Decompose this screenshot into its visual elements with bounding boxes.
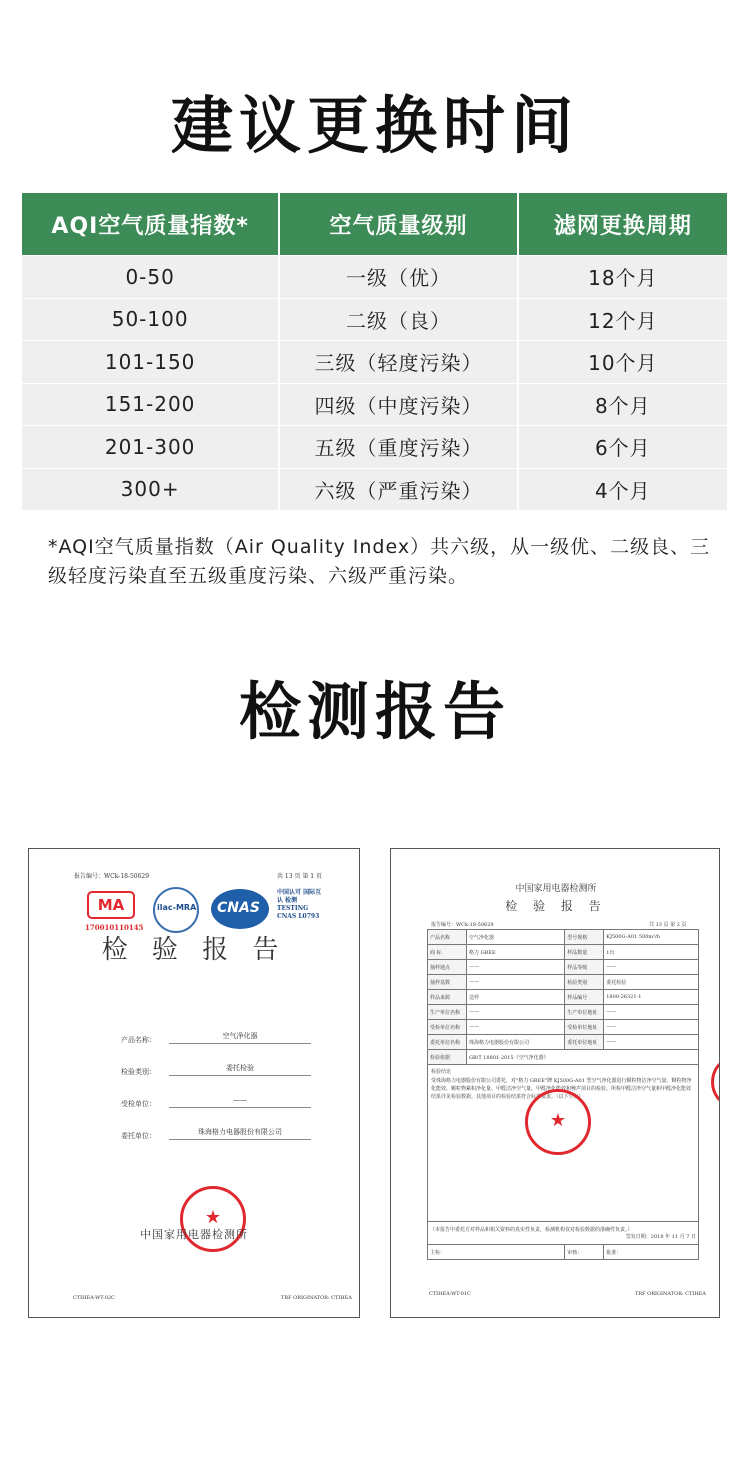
footer-right: TRF ORIGINATOR: CTIHEA: [635, 1291, 706, 1297]
field-label: 检验类别：: [121, 1068, 156, 1076]
report-title: 检 验 报 告: [505, 899, 607, 913]
table-row: [22, 255, 727, 298]
page-number: 共 13 页 第 1 页: [277, 873, 322, 880]
cnas-accreditation-text: 中国认可 国际互认 检测 TESTING CNAS L0793: [277, 889, 322, 920]
cell-period: 4个月: [519, 468, 727, 511]
cell-period: 12个月: [519, 298, 727, 341]
aqi-table: [20, 193, 729, 510]
footer-right: TRF ORIGINATOR: CTIHEA: [281, 1295, 352, 1301]
cell-aqi: 300+: [22, 468, 278, 511]
table-row: 委托单位名称 珠海格力电器股份有限公司 委托单位地址 ——: [428, 1035, 699, 1050]
cell-aqi: 201-300: [22, 425, 278, 468]
cell-period: 18个月: [519, 255, 727, 298]
table-row: [22, 468, 727, 511]
field-value: 珠海格力电器股份有限公司: [169, 1125, 311, 1140]
cell-period: 6个月: [519, 425, 727, 468]
page-number: 共 13 页 第 2 页: [649, 922, 687, 928]
table-row: [22, 383, 727, 426]
table-row: 样品来源 送样 样品编号 1800-26321-1: [428, 990, 699, 1005]
section-title-reports: 检测报告: [238, 675, 511, 748]
table-row: [22, 298, 727, 341]
cell-period: 10个月: [519, 340, 727, 383]
table-row: 生产单位名称 —— 生产单位地址 ——: [428, 1005, 699, 1020]
signature-main: 主检：: [428, 1245, 565, 1260]
official-seal: ★: [525, 1089, 591, 1155]
cma-number: 170010110145: [85, 923, 144, 932]
field-label: 受检单位：: [121, 1100, 156, 1108]
signature-approve: 批准：: [604, 1245, 699, 1260]
institution-name: 中国家用电器检测所: [140, 1228, 248, 1241]
cell-period: 8个月: [519, 383, 727, 426]
report-title: 检 验 报 告: [101, 935, 287, 965]
table-header-row: [22, 193, 727, 255]
table-row: [428, 1222, 699, 1245]
cnas-logo: CNAS: [211, 889, 269, 929]
ilac-mra-logo: ilac-MRA: [153, 887, 199, 933]
report-number: 报告编号：WCk-18-50629: [431, 922, 494, 928]
cell-level: 三级（轻度污染）: [280, 340, 516, 383]
table-row: 商 标 格力 GREE 样品数量 1台: [428, 945, 699, 960]
table-row: 产品名称 空气净化器 型号规格 KJ500G-A01 500m³/h: [428, 930, 699, 945]
report-number: 报告编号：WCk-18-50629: [74, 873, 150, 880]
section-title-replacement: 建议更换时间: [170, 89, 579, 162]
field-label: 产品名称：: [121, 1036, 156, 1044]
header-aqi: AQI空气质量指数*: [22, 193, 278, 255]
header-period: 滤网更换周期: [519, 193, 727, 255]
cell-aqi: 101-150: [22, 340, 278, 383]
table-row: 抽样基数 —— 检验类别 委托检验: [428, 975, 699, 990]
report-cover-image: [28, 848, 360, 1318]
field-value: ——: [169, 1093, 311, 1108]
signature-review: 审核：: [565, 1245, 604, 1260]
cell-level: 二级（良）: [280, 298, 516, 341]
table-row: [428, 1245, 699, 1260]
field-value: 委托检验: [169, 1061, 311, 1076]
field-label: 委托单位：: [121, 1132, 156, 1140]
field-value: 空气净化器: [169, 1029, 311, 1044]
cell-aqi: 151-200: [22, 383, 278, 426]
conclusion-label: 检验结论: [431, 1069, 452, 1075]
table-row: [22, 425, 727, 468]
cma-logo: MA: [87, 891, 135, 919]
cell-aqi: 0-50: [22, 255, 278, 298]
table-row: 检验依据 GB/T 18801-2015《空气净化器》: [428, 1050, 699, 1065]
cell-aqi: 50-100: [22, 298, 278, 341]
table-row: 抽样地点 —— 样品等级 ——: [428, 960, 699, 975]
cell-level: 六级（严重污染）: [280, 468, 516, 511]
institution-header: 中国家用电器检测所: [515, 884, 597, 894]
footer-left: CTIHEA-WT-02C: [73, 1295, 115, 1301]
conclusion-text: 受珠海格力电器股份有限公司委托，对"格力 GREE"牌 KJ500G-A01 型空气净化器进行颗粒物洁净空气量、颗粒物净化能效、颗粒物累积净化量、甲醛洁净空气量、甲醛净化能效和噪声项目的检验。所检甲醛洁净空气量和甲醛净化能效结果详见检验数据。其他项目的检验结果符合标准要求。（以下空白）: [431, 1078, 692, 1100]
edge-seal: [711, 1059, 720, 1105]
disclaimer: （本报告中委托方对样品和相关资料的真实性负责，检测机构仅对检验数据的准确性负责。）: [430, 1227, 633, 1233]
issue-date: 签发日期：2018 年 11 月 7 日: [625, 1234, 696, 1240]
cell-level: 一级（优）: [280, 255, 516, 298]
header-level: 空气质量级别: [280, 193, 516, 255]
cell-level: 四级（中度污染）: [280, 383, 516, 426]
table-row: 受检单位名称 —— 受检单位地址 ——: [428, 1020, 699, 1035]
report-data-page-image: [390, 848, 720, 1318]
table-row: [22, 340, 727, 383]
official-seal: ★: [180, 1186, 246, 1252]
aqi-footnote: *AQI空气质量指数（Air Quality Index）共六级，从一级优、二级良、三级轻度污染直至五级重度污染、六级严重污染。: [48, 536, 711, 587]
cell-level: 五级（重度污染）: [280, 425, 516, 468]
footer-left: CTIHEA-WT-01C: [429, 1291, 471, 1297]
